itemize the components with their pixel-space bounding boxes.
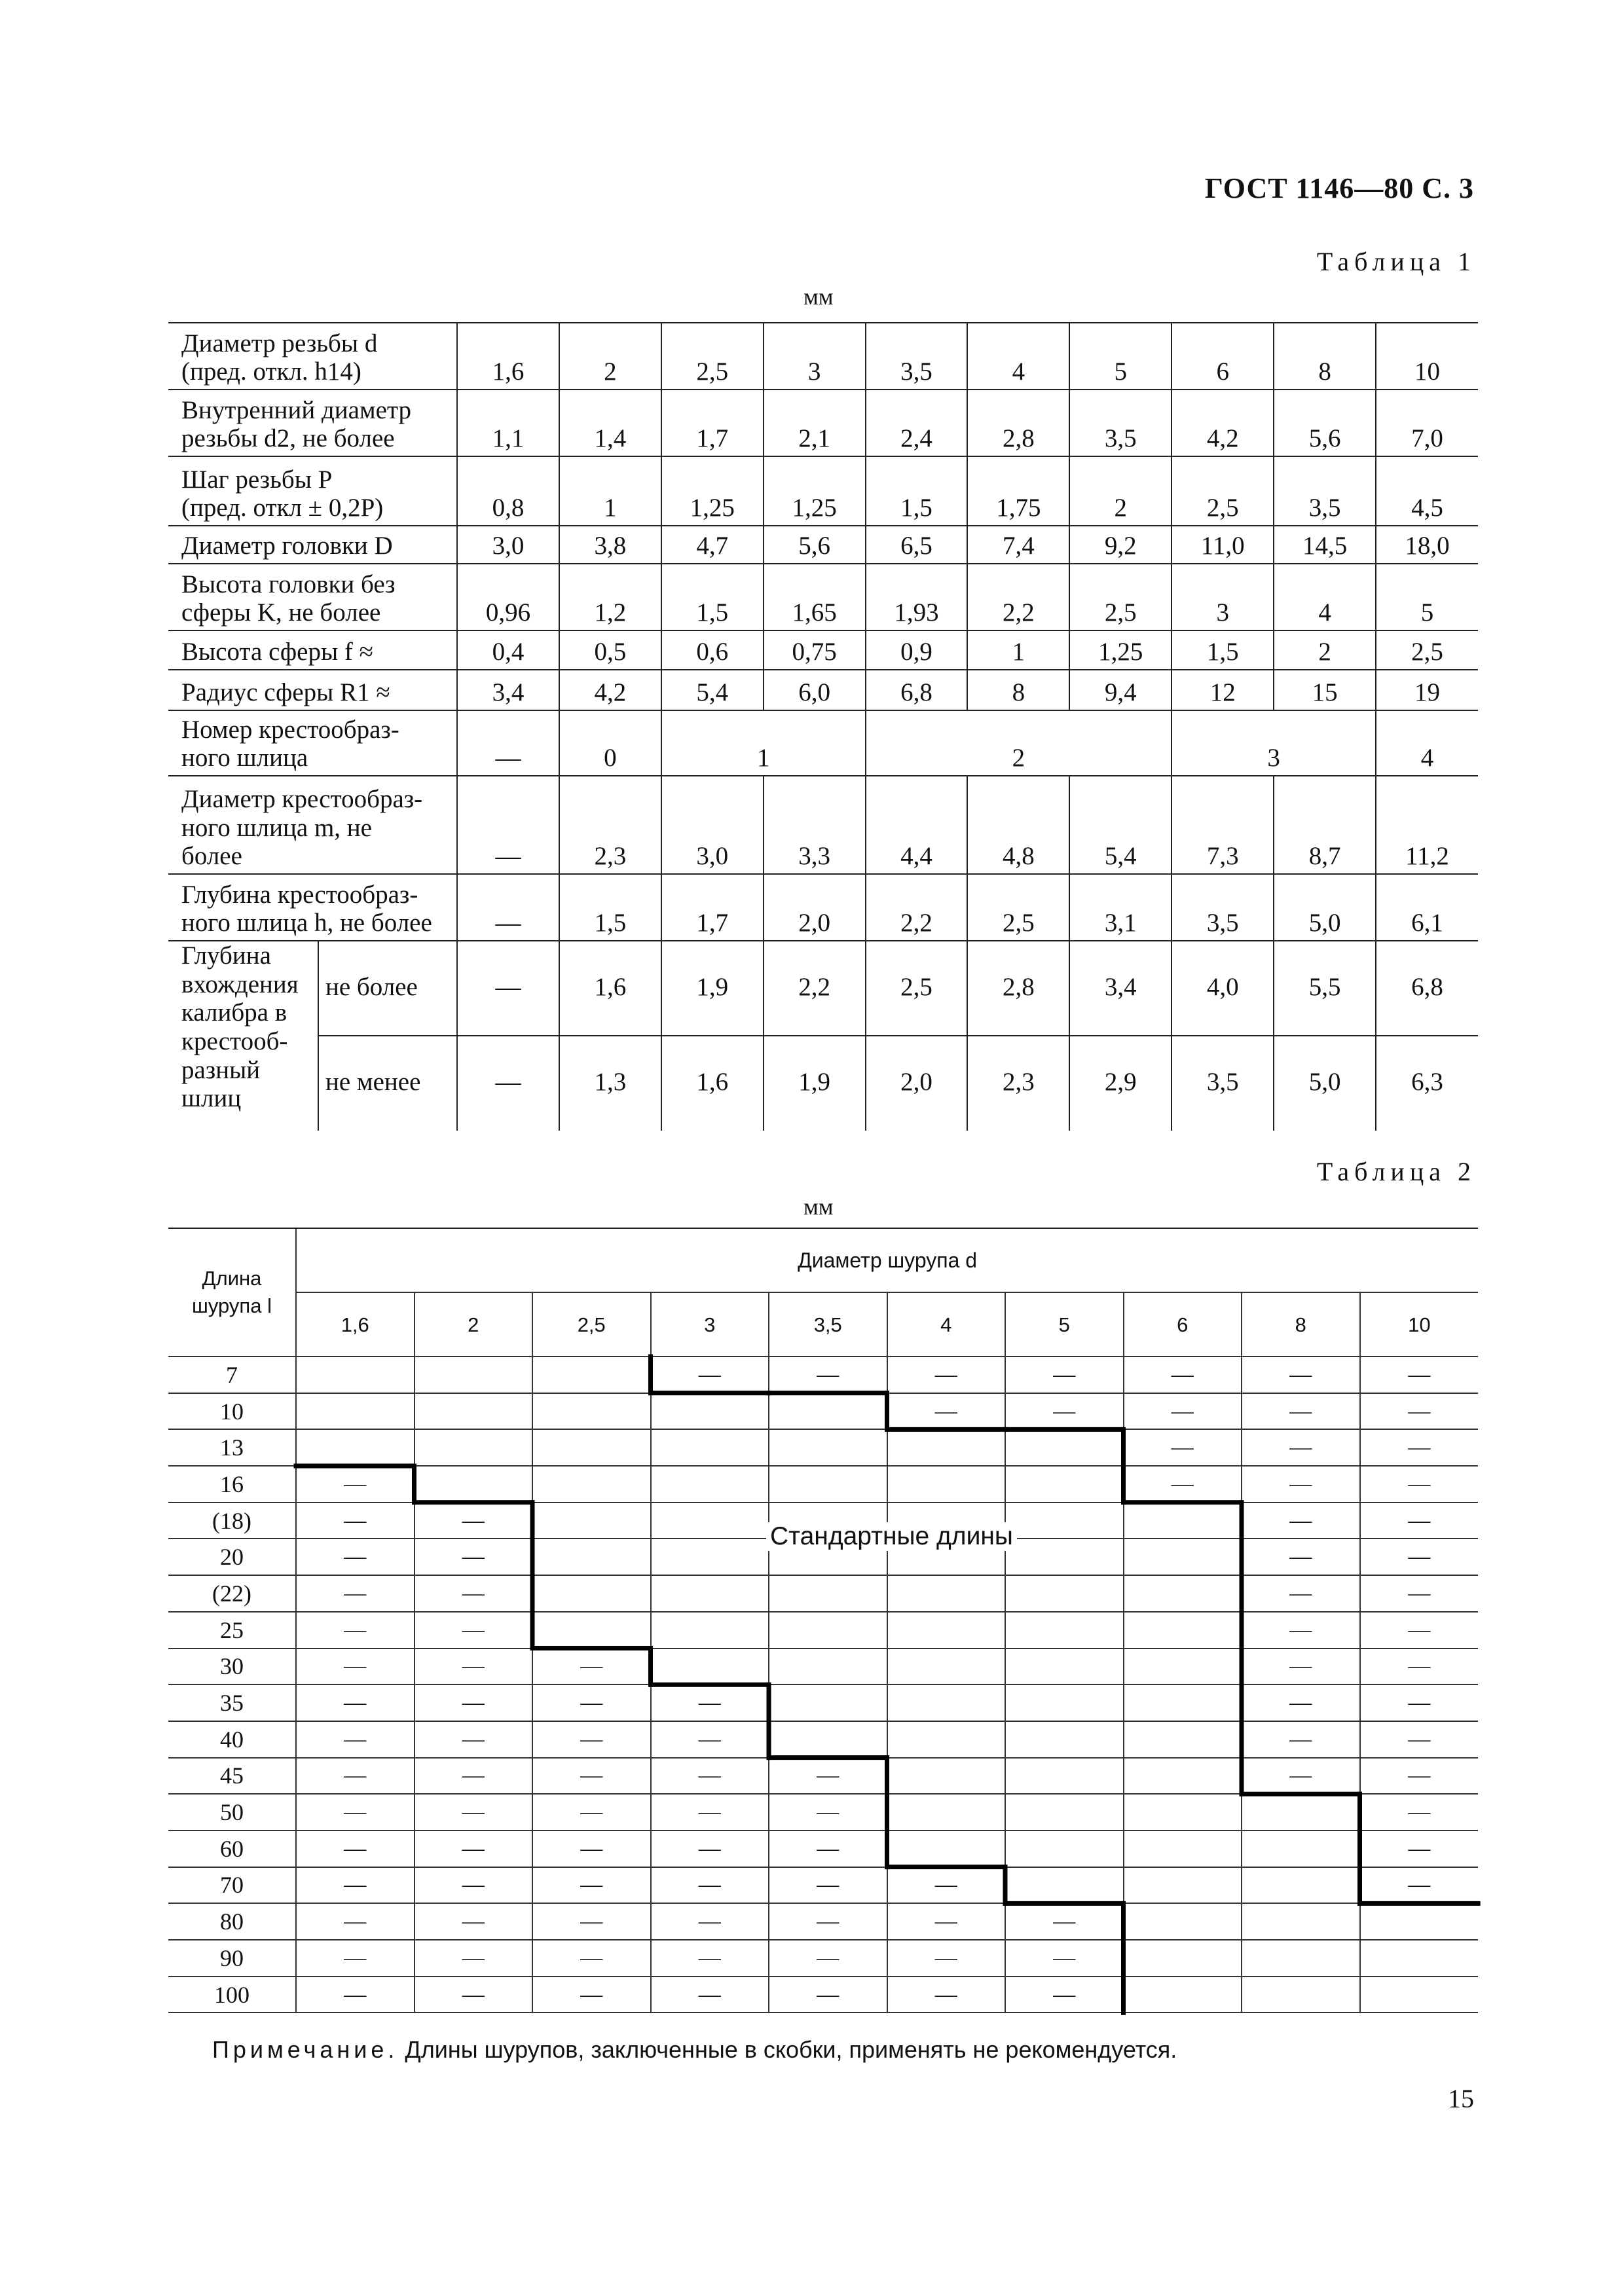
table-cell: 1,5: [661, 564, 764, 630]
diameter-header-cell: 2: [415, 1292, 533, 1357]
diameter-header-cell: 2,5: [532, 1292, 651, 1357]
table-cell: 1,25: [1069, 630, 1172, 670]
table-cell: 1,5: [866, 456, 968, 526]
table-cell: —: [415, 1575, 533, 1612]
table-cell: 1,25: [764, 456, 866, 526]
table-cell: —: [1360, 1393, 1479, 1430]
table-cell: 4,4: [866, 776, 968, 874]
table-cell: 1,5: [559, 874, 661, 941]
table-cell: —: [296, 1503, 415, 1539]
table-cell: 9,4: [1069, 670, 1172, 710]
table-cell: —: [415, 1940, 533, 1977]
standard-lengths-label: Стандартные длины: [766, 1522, 1017, 1551]
table-cell: 0,96: [457, 564, 559, 630]
table-cell: 4,2: [559, 670, 661, 710]
table-cell: 10: [1376, 323, 1478, 390]
table-cell: —: [769, 1357, 887, 1393]
table-cell: 2: [1069, 456, 1172, 526]
table-cell: —: [415, 1794, 533, 1831]
length-cell: 13: [168, 1429, 296, 1466]
table-cell: —: [296, 1758, 415, 1795]
table-cell: 6,1: [1376, 874, 1478, 941]
table-cell: 3,1: [1069, 874, 1172, 941]
table-cell: 1,7: [661, 390, 764, 456]
table-cell: 6,5: [866, 526, 968, 564]
table1-unit: мм: [803, 283, 834, 310]
table-cell: 1,5: [1172, 630, 1274, 670]
table-cell: —: [1124, 1429, 1242, 1466]
table-cell: 3,5: [1172, 1036, 1274, 1131]
table-cell: 2,4: [866, 390, 968, 456]
table-cell: 2,2: [866, 874, 968, 941]
table-cell: 1,4: [559, 390, 661, 456]
table-cell: —: [651, 1357, 769, 1393]
table-cell: 2,8: [967, 941, 1069, 1036]
table-cell: —: [532, 1831, 651, 1867]
table-cell: 4: [1274, 564, 1376, 630]
table-cell: —: [532, 1903, 651, 1940]
table-cell: —: [1242, 1539, 1360, 1575]
table-cell: —: [415, 1758, 533, 1795]
table-cell: —: [887, 1903, 1006, 1940]
table-cell: 3: [764, 323, 866, 390]
table-cell: —: [1360, 1685, 1479, 1721]
table-cell: 2,3: [967, 1036, 1069, 1131]
table-cell: —: [532, 1977, 651, 2013]
table-cell: —: [296, 1575, 415, 1612]
table-cell: —: [415, 1539, 533, 1575]
diameter-header-cell: 3: [651, 1292, 769, 1357]
table-cell: —: [415, 1649, 533, 1685]
table-cell: —: [1124, 1466, 1242, 1503]
table-cell: —: [1005, 1977, 1124, 2013]
table-cell: 5,0: [1274, 1036, 1376, 1131]
length-cell: 100: [168, 1977, 296, 2013]
table-cell: —: [296, 1940, 415, 1977]
table-cell: 2,8: [967, 390, 1069, 456]
note-prefix: Примечание.: [212, 2036, 399, 2063]
table-cell: 0,4: [457, 630, 559, 670]
row-label: Диаметр резьбы d (пред. откл. h14): [168, 323, 457, 390]
table-cell: 2,0: [866, 1036, 968, 1131]
length-cell: 16: [168, 1466, 296, 1503]
table-cell: 3,5: [1069, 390, 1172, 456]
page-number: 15: [1448, 2084, 1474, 2113]
table-cell: 5,6: [1274, 390, 1376, 456]
table-cell: —: [1242, 1649, 1360, 1685]
table-cell: 5: [1069, 323, 1172, 390]
row-sublabel: не менее: [318, 1036, 457, 1131]
table2-unit: мм: [803, 1194, 834, 1220]
table-cell: —: [296, 1977, 415, 2013]
table-cell: 7,4: [967, 526, 1069, 564]
table-cell: 1,1: [457, 390, 559, 456]
table-cell: —: [1005, 1940, 1124, 1977]
table-cell: —: [296, 1539, 415, 1575]
table-cell: 1,9: [661, 941, 764, 1036]
table-cell: —: [415, 1831, 533, 1867]
table-cell: —: [887, 1977, 1006, 2013]
table-cell: 1,75: [967, 456, 1069, 526]
table-cell: —: [1360, 1794, 1479, 1831]
length-cell: 10: [168, 1393, 296, 1430]
table-cell: 0,8: [457, 456, 559, 526]
table-cell: 3,0: [661, 776, 764, 874]
table-cell: 14,5: [1274, 526, 1376, 564]
table-cell: 2: [559, 323, 661, 390]
table-cell: 7,3: [1172, 776, 1274, 874]
diameter-header-cell: 10: [1360, 1292, 1479, 1357]
table-cell: 4,8: [967, 776, 1069, 874]
row-label: Радиус сферы R1 ≈: [168, 670, 457, 710]
table-cell: 2,2: [967, 564, 1069, 630]
table-cell: 1,6: [457, 323, 559, 390]
row-label: Внутренний диаметр резьбы d2, не более: [168, 390, 457, 456]
table-cell: 5,0: [1274, 874, 1376, 941]
row-group-label: Глубина вхождения калибра в крестооб- разный шлиц: [168, 941, 318, 1131]
diameter-header-cell: 5: [1005, 1292, 1124, 1357]
table1-caption: Таблица 1: [1316, 247, 1476, 276]
length-cell: 25: [168, 1612, 296, 1649]
table-cell: —: [532, 1721, 651, 1758]
table-cell: 3,5: [1274, 456, 1376, 526]
table-cell: 2,0: [764, 874, 866, 941]
table-cell: —: [415, 1903, 533, 1940]
table-cell: —: [1124, 1393, 1242, 1430]
table-cell: 3: [1172, 564, 1274, 630]
table-cell: —: [457, 874, 559, 941]
table-cell: —: [769, 1940, 887, 1977]
table-cell: 3,8: [559, 526, 661, 564]
table-cell: 4,0: [1172, 941, 1274, 1036]
table-cell: —: [532, 1867, 651, 1904]
table-cell: —: [296, 1867, 415, 1904]
length-cell: (18): [168, 1503, 296, 1539]
table-cell: 5,6: [764, 526, 866, 564]
table-cell: 3,5: [1172, 874, 1274, 941]
table-cell: 5,4: [1069, 776, 1172, 874]
table-cell: —: [415, 1721, 533, 1758]
table-cell: —: [1242, 1466, 1360, 1503]
table-cell: 4,5: [1376, 456, 1478, 526]
table-cell: 8: [1274, 323, 1376, 390]
diameter-header-cell: 1,6: [296, 1292, 415, 1357]
table-cell: 11,2: [1376, 776, 1478, 874]
table-cell: —: [769, 1903, 887, 1940]
table-cell: —: [769, 1794, 887, 1831]
table-cell: 1,93: [866, 564, 968, 630]
table-cell: 2: [1274, 630, 1376, 670]
table-cell: 2,5: [661, 323, 764, 390]
table-cell: —: [415, 1685, 533, 1721]
table-cell: 0,5: [559, 630, 661, 670]
table-cell: —: [1242, 1357, 1360, 1393]
table-cell: 18,0: [1376, 526, 1478, 564]
table-cell: —: [296, 1794, 415, 1831]
length-cell: 45: [168, 1758, 296, 1795]
table-cell: —: [887, 1867, 1006, 1904]
table-cell: 0,75: [764, 630, 866, 670]
table-cell: 0,9: [866, 630, 968, 670]
table-cell: 1,25: [661, 456, 764, 526]
table-cell: —: [415, 1612, 533, 1649]
table-cell: —: [296, 1903, 415, 1940]
table-cell: —: [1360, 1429, 1479, 1466]
table-cell: 2,5: [1172, 456, 1274, 526]
table-cell: 1: [559, 456, 661, 526]
table-note: [212, 2036, 1177, 2064]
table-cell: 2,5: [866, 941, 968, 1036]
table-cell: 4: [967, 323, 1069, 390]
table-cell: 1: [661, 710, 866, 776]
diameter-column-header: Диаметр шурупа d: [296, 1228, 1478, 1292]
table-cell: 4,7: [661, 526, 764, 564]
table-cell: —: [651, 1867, 769, 1904]
table-cell: —: [1360, 1539, 1479, 1575]
length-cell: 90: [168, 1940, 296, 1977]
table-cell: 3,3: [764, 776, 866, 874]
table-cell: 2,3: [559, 776, 661, 874]
table-cell: 3,4: [1069, 941, 1172, 1036]
table-cell: —: [1242, 1612, 1360, 1649]
table-cell: 15: [1274, 670, 1376, 710]
table-cell: 11,0: [1172, 526, 1274, 564]
table-cell: 1,7: [661, 874, 764, 941]
table-cell: —: [1360, 1758, 1479, 1795]
table-cell: 1,65: [764, 564, 866, 630]
table-cell: —: [457, 710, 559, 776]
table-cell: 0: [559, 710, 661, 776]
row-label: Шаг резьбы P (пред. откл ± 0,2P): [168, 456, 457, 526]
table-cell: —: [532, 1649, 651, 1685]
table-cell: 2,9: [1069, 1036, 1172, 1131]
row-sublabel: не более: [318, 941, 457, 1036]
table-cell: —: [1242, 1393, 1360, 1430]
length-cell: 80: [168, 1903, 296, 1940]
table-cell: 19: [1376, 670, 1478, 710]
table-cell: —: [457, 1036, 559, 1131]
table-cell: —: [651, 1977, 769, 2013]
table-cell: 1,6: [661, 1036, 764, 1131]
table-cell: 2,5: [967, 874, 1069, 941]
table-cell: 0,6: [661, 630, 764, 670]
table-cell: —: [1005, 1357, 1124, 1393]
length-cell: 20: [168, 1539, 296, 1575]
table-cell: 3: [1172, 710, 1376, 776]
document-header-title: ГОСТ 1146—80 С. 3: [1204, 172, 1474, 204]
table-cell: —: [532, 1685, 651, 1721]
table-cell: —: [296, 1612, 415, 1649]
table-cell: —: [1005, 1393, 1124, 1430]
table-cell: 5,4: [661, 670, 764, 710]
table-cell: —: [1360, 1721, 1479, 1758]
table-cell: 3,4: [457, 670, 559, 710]
table-cell: 7,0: [1376, 390, 1478, 456]
row-label: Высота головки без сферы K, не более: [168, 564, 457, 630]
table-cell: 6,8: [866, 670, 968, 710]
table-cell: —: [1360, 1575, 1479, 1612]
row-label: Высота сферы f ≈: [168, 630, 457, 670]
length-column-header: Длина шурупа l: [168, 1228, 296, 1357]
diameter-header-cell: 3,5: [769, 1292, 887, 1357]
table-cell: 6,3: [1376, 1036, 1478, 1131]
table-cell: 1,6: [559, 941, 661, 1036]
table-cell: —: [1242, 1758, 1360, 1795]
table-cell: —: [532, 1940, 651, 1977]
table-cell: 5,5: [1274, 941, 1376, 1036]
table-cell: —: [651, 1794, 769, 1831]
length-cell: 40: [168, 1721, 296, 1758]
table-cell: 6,8: [1376, 941, 1478, 1036]
table-cell: —: [769, 1831, 887, 1867]
table-cell: 2,2: [764, 941, 866, 1036]
table-cell: 8,7: [1274, 776, 1376, 874]
table-cell: 4,2: [1172, 390, 1274, 456]
table-cell: —: [1360, 1612, 1479, 1649]
table-cell: —: [887, 1357, 1006, 1393]
note-text: Длины шурупов, заключенные в скобки, применять не рекомендуется.: [405, 2036, 1177, 2063]
table-cell: —: [651, 1903, 769, 1940]
table-cell: —: [415, 1867, 533, 1904]
table-cell: —: [651, 1758, 769, 1795]
table-cell: 2: [866, 710, 1172, 776]
diameter-header-cell: 8: [1242, 1292, 1360, 1357]
table-cell: —: [532, 1794, 651, 1831]
table-cell: —: [1124, 1357, 1242, 1393]
length-cell: 60: [168, 1831, 296, 1867]
table-cell: 1,3: [559, 1036, 661, 1131]
table-cell: —: [415, 1503, 533, 1539]
table-cell: 2,1: [764, 390, 866, 456]
length-cell: 30: [168, 1649, 296, 1685]
table-cell: —: [769, 1758, 887, 1795]
table-cell: —: [1360, 1466, 1479, 1503]
table-cell: 1,9: [764, 1036, 866, 1131]
length-cell: (22): [168, 1575, 296, 1612]
table-cell: —: [1242, 1503, 1360, 1539]
table-cell: —: [651, 1721, 769, 1758]
table-cell: —: [769, 1867, 887, 1904]
table-cell: 1,2: [559, 564, 661, 630]
table-cell: —: [296, 1685, 415, 1721]
table-cell: —: [651, 1831, 769, 1867]
diameter-header-cell: 4: [887, 1292, 1006, 1357]
table-cell: —: [296, 1831, 415, 1867]
table-cell: —: [296, 1466, 415, 1503]
length-cell: 35: [168, 1685, 296, 1721]
length-cell: 50: [168, 1794, 296, 1831]
table-cell: —: [1360, 1503, 1479, 1539]
row-label: Диаметр головки D: [168, 526, 457, 564]
row-label: Диаметр крестообраз- ного шлица m, не более: [168, 776, 457, 874]
table-cell: 1: [967, 630, 1069, 670]
table-cell: —: [1360, 1867, 1479, 1904]
table-cell: 12: [1172, 670, 1274, 710]
table-cell: —: [1005, 1903, 1124, 1940]
diameter-header-cell: 6: [1124, 1292, 1242, 1357]
table-cell: 4: [1376, 710, 1478, 776]
table-cell: —: [651, 1940, 769, 1977]
table-cell: —: [457, 776, 559, 874]
table-cell: 2,5: [1069, 564, 1172, 630]
table-cell: —: [296, 1721, 415, 1758]
table-cell: 5: [1376, 564, 1478, 630]
table-cell: —: [457, 941, 559, 1036]
table-cell: —: [1360, 1357, 1479, 1393]
table-cell: —: [415, 1977, 533, 2013]
table-cell: 9,2: [1069, 526, 1172, 564]
table-cell: —: [1242, 1429, 1360, 1466]
length-cell: 70: [168, 1867, 296, 1904]
table-cell: —: [1242, 1721, 1360, 1758]
table-cell: 2,5: [1376, 630, 1478, 670]
table-cell: —: [296, 1649, 415, 1685]
table-cell: 6,0: [764, 670, 866, 710]
table-cell: —: [1360, 1831, 1479, 1867]
table-cell: —: [887, 1393, 1006, 1430]
table-cell: —: [769, 1977, 887, 2013]
table-cell: —: [1242, 1685, 1360, 1721]
table-cell: —: [532, 1758, 651, 1795]
row-label: Номер крестообраз- ного шлица: [168, 710, 457, 776]
length-cell: 7: [168, 1357, 296, 1393]
table-cell: —: [1360, 1649, 1479, 1685]
table2-caption: Таблица 2: [1316, 1157, 1476, 1186]
row-label: Глубина крестообраз- ного шлица h, не более: [168, 874, 457, 941]
table-cell: —: [651, 1685, 769, 1721]
table-cell: 3,0: [457, 526, 559, 564]
table-cell: —: [887, 1940, 1006, 1977]
table-cell: 3,5: [866, 323, 968, 390]
table-cell: —: [1242, 1575, 1360, 1612]
table-cell: 6: [1172, 323, 1274, 390]
table-cell: 8: [967, 670, 1069, 710]
